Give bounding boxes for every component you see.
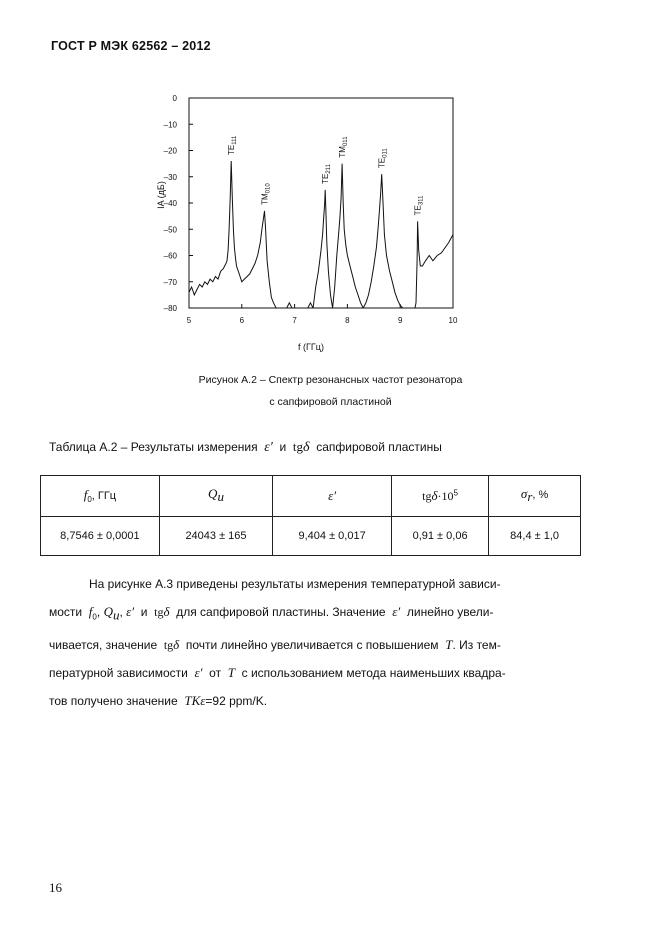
body-text-segment: . Из тем- bbox=[452, 638, 501, 653]
header-q-sub: u bbox=[217, 489, 224, 505]
figure-caption-line1: Рисунок А.2 – Спектр резонансных частот резонатора bbox=[198, 374, 463, 386]
cell-permittivity: 9,404 ± 0,017 bbox=[273, 517, 392, 556]
symbol-tg: tg bbox=[154, 605, 164, 619]
header-exp: 5 bbox=[453, 488, 458, 498]
chart-plot-layer bbox=[156, 94, 458, 352]
peak-label-index: 211 bbox=[326, 164, 333, 174]
symbol-delta: δ bbox=[173, 637, 180, 653]
peak-label bbox=[338, 136, 349, 158]
results-table bbox=[40, 475, 581, 556]
x-axis-label: f (ГГц) bbox=[298, 342, 324, 352]
table-title-suffix: сапфировой пластины bbox=[316, 440, 442, 454]
table-title-prefix: Таблица А.2 – Результаты измерения bbox=[49, 440, 258, 454]
y-tick-label: –10 bbox=[163, 120, 177, 130]
peak-label bbox=[321, 163, 332, 183]
body-comma: , bbox=[119, 605, 123, 619]
x-tick-label: 5 bbox=[186, 316, 192, 325]
peak-label-index: 311 bbox=[418, 195, 425, 206]
y-tick-label: –80 bbox=[163, 304, 177, 313]
peak-label bbox=[227, 135, 238, 155]
body-text-segment: =92 ppm/K. bbox=[205, 694, 268, 709]
header-loss-tangent bbox=[391, 476, 488, 517]
header-factor: ·10 bbox=[437, 489, 454, 503]
document-header: ГОСТ Р МЭК 62562 – 2012 bbox=[51, 39, 211, 53]
header-frequency bbox=[41, 476, 160, 517]
header-f-unit: , ГГц bbox=[91, 490, 117, 503]
cell-loss-tangent: 0,91 ± 0,06 bbox=[391, 517, 488, 556]
peak-label-mode: TE bbox=[227, 144, 237, 155]
peak-label bbox=[378, 148, 389, 168]
header-delta: δ bbox=[431, 488, 438, 503]
body-text-segment: с использованием метода наименьших квадра- bbox=[241, 666, 506, 681]
peak-label-mode: TM bbox=[338, 146, 348, 158]
body-text-segment: почти линейно увеличивается с повышением bbox=[185, 638, 439, 653]
table-header-row bbox=[41, 476, 581, 517]
x-tick-label: 10 bbox=[448, 316, 458, 325]
body-text-segment: для сапфировой пластины. Значение bbox=[176, 605, 386, 619]
table-title-epsilon: ε′ bbox=[264, 440, 273, 455]
y-tick-label: 0 bbox=[172, 94, 177, 103]
body-line-1: На рисунке А.3 приведены результаты измерения температурной зависи- bbox=[89, 577, 501, 591]
symbol-q: Q bbox=[103, 604, 113, 619]
plot-frame bbox=[189, 98, 453, 308]
peak-label-mode: TE bbox=[377, 157, 387, 169]
body-line-4 bbox=[49, 659, 573, 687]
header-f-sub: 0 bbox=[87, 495, 92, 505]
symbol-epsilon: ε′ bbox=[126, 604, 135, 619]
header-conductivity bbox=[489, 476, 581, 517]
table-title bbox=[49, 439, 442, 456]
y-tick-label: –20 bbox=[163, 146, 177, 156]
y-axis-label: IA (дБ) bbox=[156, 181, 166, 209]
peak-label-index: 011 bbox=[382, 148, 389, 158]
symbol-epsilon: ε′ bbox=[392, 604, 401, 619]
y-tick-label: –60 bbox=[163, 251, 177, 261]
body-paragraph bbox=[49, 570, 573, 715]
x-tick-label: 6 bbox=[239, 316, 245, 325]
symbol-q-sub: u bbox=[112, 607, 120, 623]
page-number: 16 bbox=[49, 880, 62, 895]
body-text-segment: мости bbox=[49, 605, 83, 619]
y-tick-label: –30 bbox=[163, 172, 177, 182]
table-row bbox=[41, 517, 581, 556]
body-text-segment: пературной зависимости bbox=[49, 666, 188, 681]
symbol-T: T bbox=[227, 665, 235, 681]
header-sigma-unit: , % bbox=[532, 489, 549, 502]
table-title-delta: δ bbox=[303, 440, 310, 455]
peak-label-mode: TE bbox=[321, 173, 331, 184]
table-title-and: и bbox=[279, 440, 287, 454]
symbol-TK-epsilon: TKε bbox=[184, 693, 206, 709]
body-text-segment: тов получено значение bbox=[49, 694, 178, 709]
y-tick-label: –70 bbox=[163, 277, 177, 287]
symbol-delta: δ bbox=[163, 604, 170, 619]
y-tick-label: –40 bbox=[163, 199, 177, 208]
symbol-epsilon: ε′ bbox=[194, 665, 203, 681]
resonance-spectrum-chart bbox=[150, 88, 470, 353]
peak-label-mode: TM bbox=[260, 193, 270, 205]
y-tick-label: –50 bbox=[163, 225, 177, 235]
header-tg: tg bbox=[422, 489, 432, 503]
symbol-tg: tg bbox=[163, 638, 174, 653]
body-text-segment: линейно увели- bbox=[406, 605, 494, 619]
header-sigma-sub: r bbox=[527, 489, 533, 505]
body-text-segment: от bbox=[209, 666, 222, 681]
peak-label-index: 010 bbox=[265, 183, 272, 194]
cell-q-factor: 24043 ± 165 bbox=[159, 517, 272, 556]
body-line-2 bbox=[49, 598, 573, 631]
figure-caption-line2: с сапфировой пластиной bbox=[269, 396, 392, 408]
x-tick-label: 7 bbox=[292, 316, 297, 325]
body-text-segment: и bbox=[140, 605, 148, 619]
peak-label bbox=[414, 195, 425, 215]
body-text-segment: чивается, значение bbox=[49, 638, 158, 653]
header-eps-symbol: ε′ bbox=[328, 488, 337, 503]
cell-conductivity: 84,4 ± 1,0 bbox=[489, 517, 581, 556]
x-tick-label: 8 bbox=[345, 316, 350, 325]
header-permittivity bbox=[273, 476, 392, 517]
body-line-3 bbox=[49, 631, 573, 659]
table-title-tg: tg bbox=[292, 439, 304, 454]
peak-label-index: 011 bbox=[343, 136, 350, 147]
symbol-T: T bbox=[445, 637, 453, 653]
header-q-symbol: Q bbox=[208, 486, 218, 502]
x-tick-label: 9 bbox=[397, 316, 403, 325]
header-f-symbol: f bbox=[83, 487, 88, 503]
peak-label-index: 111 bbox=[232, 135, 239, 145]
body-comma: , bbox=[96, 605, 101, 619]
cell-frequency: 8,7546 ± 0,0001 bbox=[41, 517, 160, 556]
peak-label-mode: TE bbox=[413, 205, 423, 216]
symbol-f: f bbox=[88, 604, 93, 619]
header-q-factor bbox=[159, 476, 272, 517]
symbol-f-sub: 0 bbox=[92, 612, 97, 622]
header-sigma-symbol: σ bbox=[520, 486, 528, 502]
peak-label bbox=[261, 183, 272, 205]
body-line-5 bbox=[49, 687, 573, 715]
